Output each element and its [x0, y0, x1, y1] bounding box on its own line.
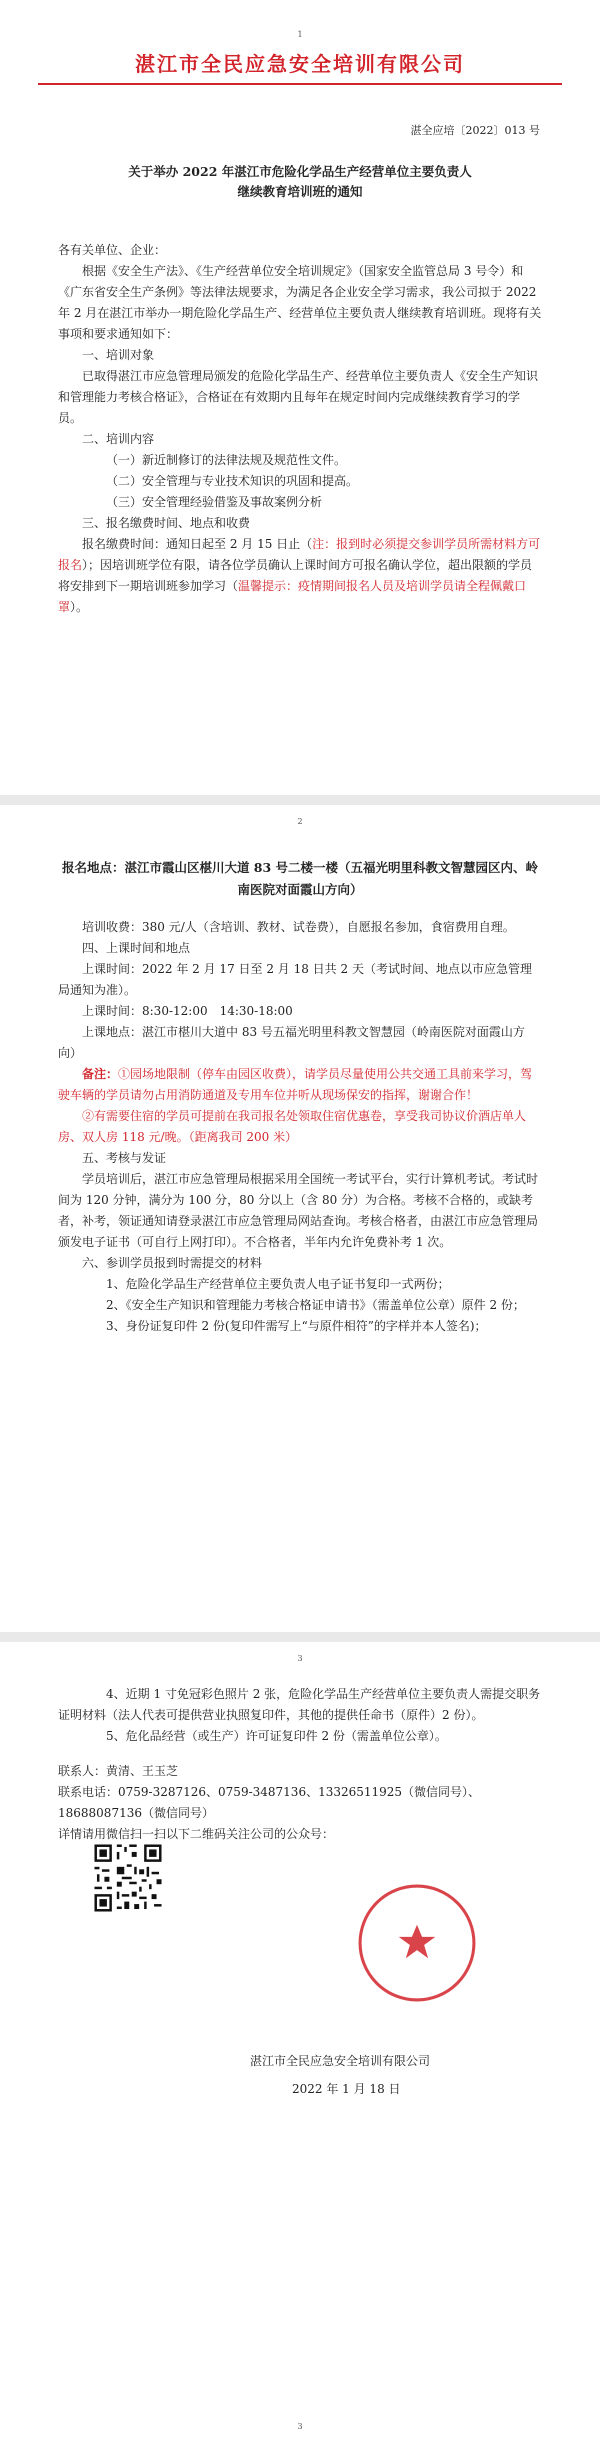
text-run: ①园场地限制（停车由园区收费），请学员尽量使用公共交通工具前来学习，驾驶车辆的学员请勿占用消防通道及专用车位并听从现场保安的指挥，谢谢合作！: [58, 1067, 533, 1102]
page-number-footer: 3: [297, 2422, 303, 2431]
page-1-body: [58, 240, 542, 618]
class-place: 上课地点：湛江市椹川大道中 83 号五福光明里科教文智慧园（岭南医院对面霞山方向）: [58, 1025, 525, 1060]
section-6-title: 六、参训学员报到时需提交的材料: [82, 1256, 263, 1270]
page-number: 1: [297, 30, 303, 39]
page-number: 2: [297, 817, 303, 826]
signature-company: 湛江市全民应急安全培训有限公司: [250, 2054, 431, 2068]
section-5-title: 五、考核与发证: [82, 1151, 167, 1165]
title-line-1: 关于举办 2022 年湛江市危险化学品生产经营单位主要负责人: [128, 164, 472, 179]
qr-code-icon[interactable]: [92, 1842, 164, 1914]
contact-person: 联系人：黄清、王玉芝: [58, 1764, 179, 1778]
class-dates: 上课时间：2022 年 2 月 17 日至 2 月 18 日共 2 天（考试时间、地点以市应急管理局通知为准）。: [58, 962, 532, 997]
note-1: [58, 1064, 542, 1106]
company-seal-icon: [356, 1882, 478, 2004]
title-line-2: 继续教育培训班的通知: [237, 184, 363, 199]
page-2-body: [58, 917, 542, 1337]
material-item: 2、《安全生产知识和管理能力考核合格证申请书》（需盖单位公章）原件 2 份；: [106, 1298, 525, 1312]
company-name: 湛江市全民应急安全培训有限公司: [135, 52, 465, 76]
red-reminder: 温馨提示：疫情期间报名人员及培训学员请全程佩戴口罩: [58, 579, 527, 614]
contact-phone: 联系电话：0759-3287126、0759-3487136、13326511925（微信同号）、18688087136（微信同号）: [58, 1785, 481, 1820]
section-5-text: 学员培训后，湛江市应急管理局根据采用全国统一考试平台，实行计算机考试。考试时间为 120 分钟，满分为 100 分，80 分以上（含 80 分）为合格。考核不合格的，或缺考者，补考，领证通知请登录湛江市应急管理局网站查询。考核合格者，由湛江市应急管理局颁发电子证书（可自行上网打印）。不合格者，半年内允许免费补考 1 次。: [58, 1172, 539, 1249]
signature-date: 2022 年 1 月 18 日: [292, 2082, 401, 2096]
section-3-text: [58, 534, 542, 618]
salutation: 各有关单位、企业：: [58, 243, 167, 257]
intro-paragraph: 根据《安全生产法》、《生产经营单位安全培训规定》（国家安全监管总局 3 号令）和《广东省安全生产条例》等法律法规要求，为满足各企业安全学习需求，我公司拟于 2022 年 2 月在湛江市举办一期危险化学品生产、经营单位主要负责人继续教育培训班。现将有关事项和要求通知如下：: [58, 264, 542, 341]
section-1-text: 已取得湛江市应急管理局颁发的危险化学品生产、经营单位主要负责人《安全生产知识和管理能力考核合格证》，合格证在有效期内且每年在规定时间内完成继续教育学习的学员。: [58, 369, 539, 425]
page-3-body: [58, 1684, 542, 1845]
section-2-item: （一）新近制修订的法律法规及规范性文件。: [106, 453, 347, 467]
section-4-title: 四、上课时间和地点: [82, 941, 191, 955]
class-hours: 上课时间：8:30-12:00 14:30-18:00: [82, 1004, 293, 1018]
wechat-note: 详情请用微信扫一扫以下二维码关注公司的公众号：: [58, 1827, 335, 1841]
section-1-title: 一、培训对象: [82, 348, 155, 362]
material-item: 3、身份证复印件 2 份(复印件需写上“与原件相符”的字样并本人签名)；: [106, 1319, 487, 1333]
fee-text: 培训收费：380 元/人（含培训、教材、试卷费），自愿报名参加，食宿费用自理。: [82, 920, 515, 934]
text-run: ）。: [70, 600, 89, 614]
section-2-item: （三）安全管理经验借鉴及事故案例分析: [106, 495, 323, 509]
section-2-item: （二）安全管理与专业技术知识的巩固和提高。: [106, 474, 359, 488]
section-2-title: 二、培训内容: [82, 432, 155, 446]
text-run: ）；因培训班学位有限，请各位学员确认上课时间方可报名确认学位，超出限额的学员将安排到下一期培训班参加学习（: [58, 558, 533, 593]
document-page-2: [0, 805, 600, 1632]
section-3-title: 三、报名缴费时间、地点和收费: [82, 516, 251, 530]
note-2: ②有需要住宿的学员可提前在我司报名处领取住宿优惠卷，享受我司协议价酒店单人房、双人房 118 元/晚。（距离我司 200 米）: [58, 1109, 527, 1144]
material-item: 1、危险化学品生产经营单位主要负责人电子证书复印一式两份；: [106, 1277, 450, 1291]
document-number: 湛全应培〔2022〕013 号: [410, 124, 540, 137]
registration-location: 报名地点：湛江市霞山区椹川大道 83 号二楼一楼（五福光明里科教文智慧园区内、岭南医院对面霞山方向）: [61, 860, 539, 897]
page-number: 3: [297, 1654, 303, 1663]
document-title: [60, 162, 540, 202]
letterhead: [38, 48, 562, 85]
material-item: 4、近期 1 寸免冠彩色照片 2 张，危险化学品生产经营单位主要负责人需提交职务证明材料（法人代表可提供营业执照复印件，其他的提供任命书（原件）2 份）。: [58, 1687, 541, 1722]
material-item: 5、危化品经营（或生产）许可证复印件 2 份（需盖单位公章）。: [106, 1729, 447, 1743]
document-page-3: [0, 1642, 600, 2449]
note-label: 备注：: [82, 1067, 119, 1081]
document-page-1: [0, 0, 600, 795]
red-note: 注：报到时必须提交参训学员所需材料方可报名: [58, 537, 541, 572]
text-run: 报名缴费时间：通知日起至 2 月 15 日止（: [82, 537, 313, 551]
